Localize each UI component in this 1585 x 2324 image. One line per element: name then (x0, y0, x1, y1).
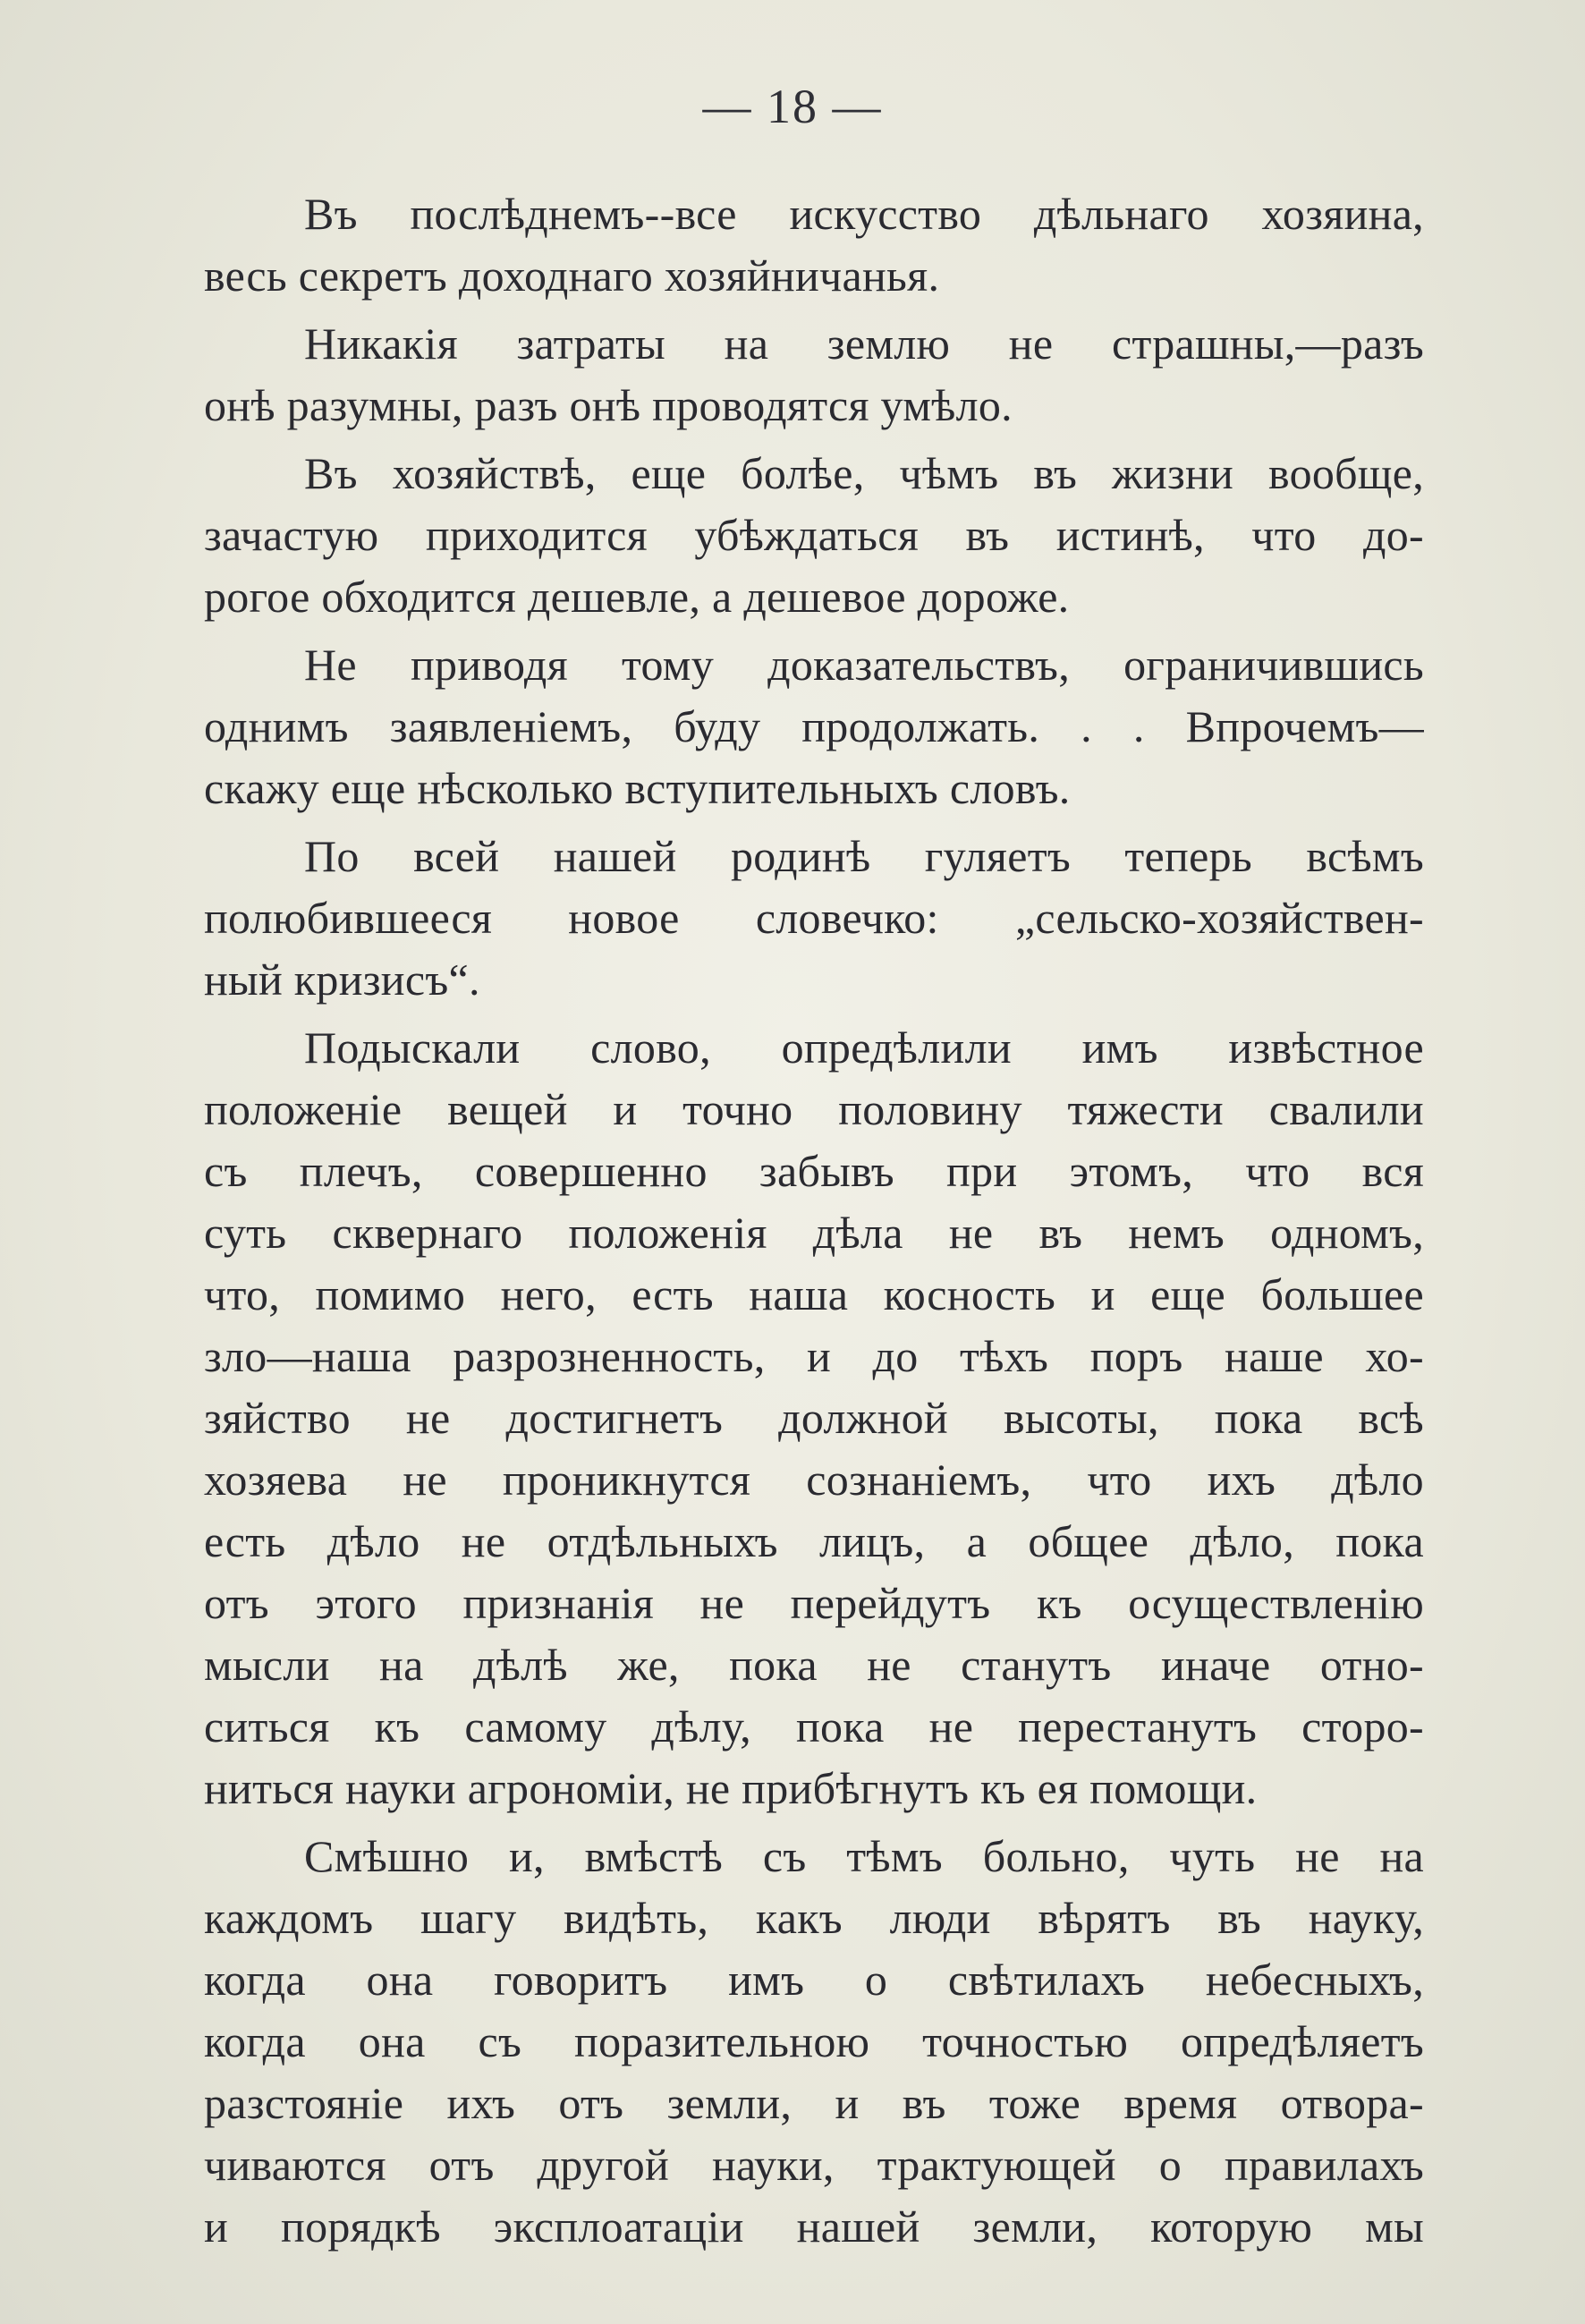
paragraph (204, 826, 1424, 1011)
text-line: съ плечъ, совершенно забывъ при этомъ, что вся (204, 1146, 1424, 1196)
text-line: чиваются отъ другой науки, трактующей о правилахъ (204, 2140, 1424, 2190)
paragraph-gap (204, 819, 1424, 826)
paragraph (204, 183, 1424, 307)
text-line: есть дѣло не отдѣльныхъ лицъ, а общее дѣло, пока (204, 1516, 1424, 1566)
text-line: хозяева не проникнутся сознаніемъ, что ихъ дѣло (204, 1455, 1424, 1505)
text-line: онѣ разумны, разъ онѣ проводятся умѣло. (204, 380, 1013, 430)
text-line: зачастую приходится убѣждаться въ истинѣ, что до- (204, 510, 1424, 560)
paragraph-gap (204, 1011, 1424, 1017)
paragraph (204, 443, 1424, 628)
text-line: Никакія затраты на землю не страшны,—разъ (304, 318, 1424, 369)
text-line: что, помимо него, есть наша косность и еще большее (204, 1269, 1424, 1319)
body-text (204, 183, 1424, 2258)
text-line: ниться науки агрономіи, не прибѣгнутъ къ ея помощи. (204, 1763, 1258, 1813)
paragraph (204, 313, 1424, 437)
text-line: и порядкѣ эксплоатаціи нашей земли, которую мы (204, 2201, 1424, 2252)
text-line: когда она говоритъ имъ о свѣтилахъ небесныхъ, (204, 1955, 1424, 2005)
text-line: отъ этого признанія не перейдутъ къ осуществленію (204, 1578, 1424, 1628)
paragraph (204, 1017, 1424, 1819)
text-line: каждомъ шагу видѣть, какъ люди вѣрятъ въ науку, (204, 1893, 1424, 1943)
text-line: По всей нашей родинѣ гуляетъ теперь всѣмъ (304, 831, 1424, 881)
text-line: Въ хозяйствѣ, еще болѣе, чѣмъ въ жизни вообще, (304, 448, 1424, 498)
paragraph-gap (204, 628, 1424, 634)
text-line: Въ послѣднемъ--все искусство дѣльнаго хозяина, (304, 189, 1424, 239)
text-line: когда она съ поразительною точностью опредѣляетъ (204, 2016, 1424, 2066)
paragraph (204, 1826, 1424, 2258)
text-line: Не приводя тому доказательствъ, ограничившись (304, 640, 1424, 690)
text-line: Подыскали слово, опредѣлили имъ извѣстное (304, 1022, 1424, 1073)
text-line: весь секретъ доходнаго хозяйничанья. (204, 250, 940, 301)
text-line: скажу еще нѣсколько вступительныхъ словъ. (204, 763, 1071, 813)
text-line: однимъ заявленіемъ, буду продолжать. . . Впрочемъ— (204, 701, 1424, 751)
text-line: зло—наша разрозненность, и до тѣхъ поръ наше хо- (204, 1331, 1424, 1381)
text-line: положеніе вещей и точно половину тяжести свалили (204, 1084, 1424, 1134)
text-line: ситься къ самому дѣлу, пока не перестанутъ сторо- (204, 1701, 1424, 1751)
text-line: ный кризисъ“. (204, 954, 480, 1005)
text-line: зяйство не достигнетъ должной высоты, пока всѣ (204, 1393, 1424, 1443)
text-line: суть сквернаго положенія дѣла не въ немъ одномъ, (204, 1208, 1424, 1258)
text-line: полюбившееся новое словечко: „сельско-хозяйствен- (204, 893, 1424, 943)
paragraph-gap (204, 307, 1424, 313)
paragraph-gap (204, 1819, 1424, 1826)
paragraph (204, 634, 1424, 819)
text-line: рогое обходится дешевле, а дешевое дороже. (204, 572, 1070, 622)
text-line: разстояніе ихъ отъ земли, и въ тоже время отвора- (204, 2078, 1424, 2128)
page-number: — 18 — (702, 80, 883, 133)
paragraph-gap (204, 437, 1424, 443)
text-line: Смѣшно и, вмѣстѣ съ тѣмъ больно, чуть не на (304, 1831, 1424, 1881)
text-line: мысли на дѣлѣ же, пока не станутъ иначе отно- (204, 1640, 1424, 1690)
